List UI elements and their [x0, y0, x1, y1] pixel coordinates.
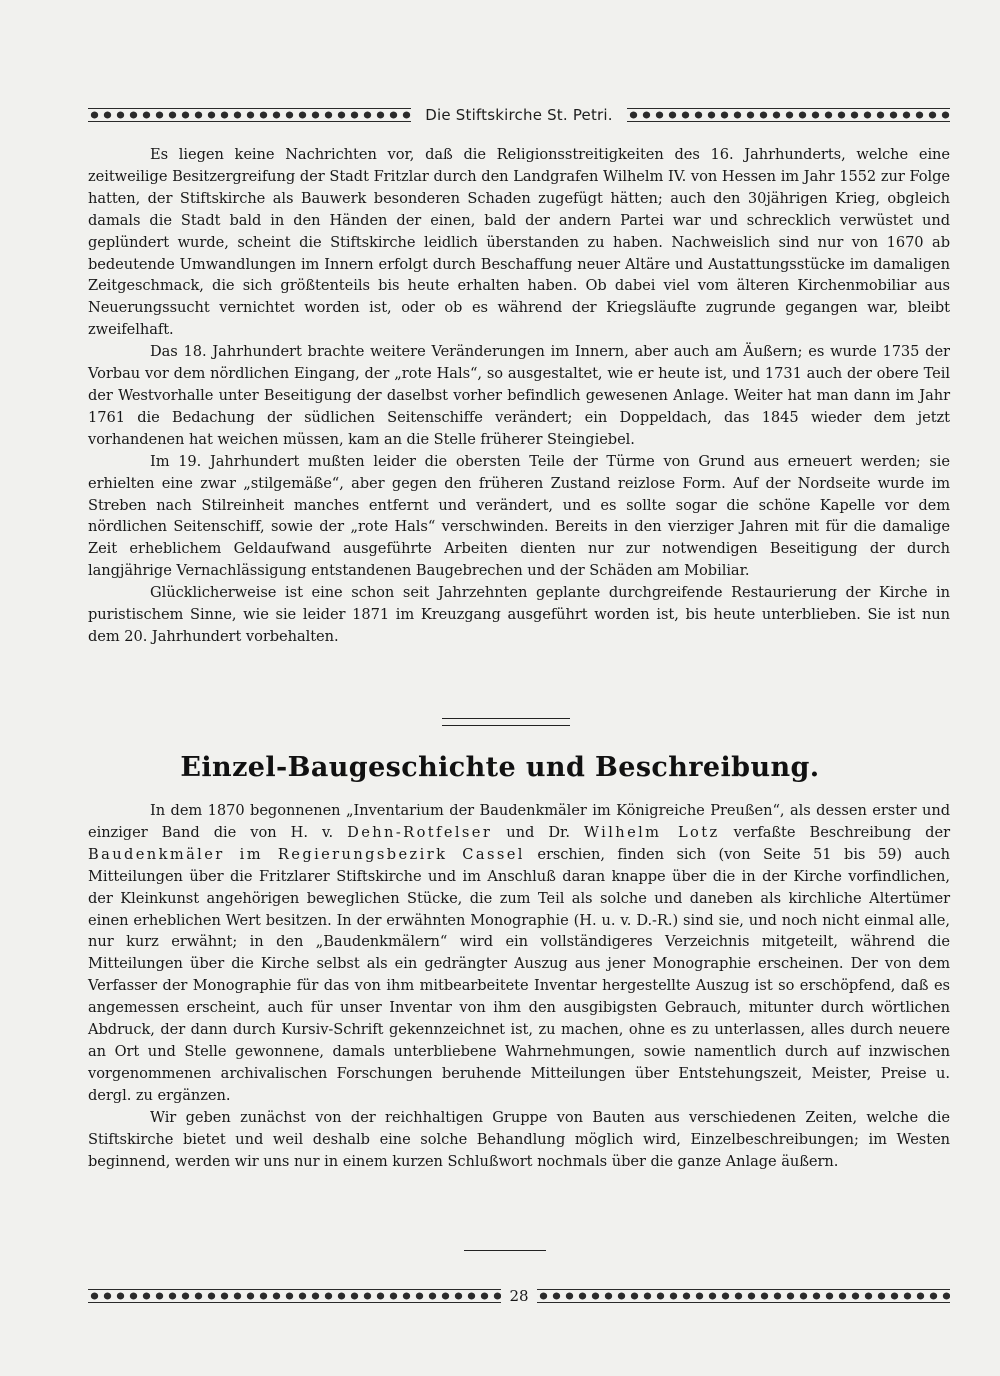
text-run: verfaßte Beschreibung der: [719, 823, 950, 841]
running-head-title: Die Stiftskirche St. Petri.: [425, 106, 613, 124]
ornament-band-left: [88, 1289, 501, 1303]
ornament-band-right: [537, 1289, 950, 1303]
paragraph: Glücklicherweise ist eine schon seit Jahrzehnten geplante durchgreifende Restaurierung der Kirche in puristischem Sinne, wie sie leider 1871 im Kreuzgang ausgeführt worden ist, bis heute unterblieben. Sie ist nun dem 20. Jahrhundert vorbehalten.: [88, 584, 950, 645]
text-run: erschien, finden sich (von Seite 51 bis 59) auch Mitteilungen über die Fritzlarer Stiftskirche und im Anschluß daran knappe über die in der Kirche vorfindlichen, der Kleinkunst angehörigen beweglichen Stücke, die zum Teil als solche und daneben als kirchliche Altertümer einen erheblichen Wert besitzen. In der erwähnten Monographie (H. u. v. D.-R.) sind sie, und noch nicht einmal alle, nur kurz erwähnt; in den „Baudenkmälern“ wird ein vollständigeres Verzeichnis mitgeteilt, während die Mitteilungen über die Kirche selbst als ein gedrängter Auszug aus jener Monographie erscheinen. Der von dem Verfasser der Monographie für das von ihm mitbearbeitete Inventar hergestellte Auszug ist so erschöpfend, daß es angemessen erscheint, auch für unser Inventar von ihm den ausgibigsten Gebrauch, mitunter durch wörtlichen Abdruck, der dann durch Kursiv-Schrift gekennzeichnet ist, zu machen, ohne es zu unterlassen, alles durch neuere an Ort und Stelle gewonnene, damals unterbliebene Wahrnehmungen, sowie namentlich durch auf inzwischen vorgenommenen archivalischen Forschungen beruhende Mitteilungen über Entstehungszeit, Meister, Preise u. dergl. zu ergänzen.: [88, 845, 950, 1104]
paragraph: Das 18. Jahrhundert brachte weitere Veränderungen im Innern, aber auch am Äußern; es wurde 1735 der Vorbau vor dem nördlichen Eingang, der „rote Hals“, so ausgestaltet, wie er heute ist, und 1731 auch der obere Teil der Westvorhalle unter Beseitigung der daselbst vorher befindlich gewesenen Anlage. Weiter hat man dann im Jahr 1761 die Bedachung der südlichen Seitenschiffe verändert; ein Doppeldach, das 1845 wieder dem jetzt vorhandenen hat weichen müssen, kam an die Stelle früherer Steingiebel.: [88, 343, 950, 448]
running-head: [88, 104, 950, 126]
author-name: Wilhelm Lotz: [584, 823, 720, 841]
page-footer: [88, 1286, 950, 1306]
book-title: Baudenkmäler im Regierungsbezirk Cassel: [88, 845, 525, 863]
section-divider: [442, 718, 570, 726]
ornament-band-left: [88, 108, 411, 122]
paragraph: Wir geben zunächst von der reichhaltigen Gruppe von Bauten aus verschiedenen Zeiten, welche die Stiftskirche bietet und weil deshalb eine solche Behandlung möglich wird, Einzelbeschreibungen; im Westen beginnend, werden wir uns nur in einem kurzen Schlußwort nochmals über die ganze Anlage äußern.: [88, 1108, 950, 1170]
paragraph: [88, 800, 950, 1107]
ornament-band-right: [627, 108, 950, 122]
section-heading: Einzel-Baugeschichte und Beschreibung.: [180, 752, 820, 783]
text-run: und Dr.: [492, 823, 584, 841]
text-run: In dem 1870 begonnenen „Inventarium der Baudenkmäler im Königreiche Preußen“, als dessen erster und einziger Band die von H. v.: [88, 802, 950, 841]
author-name: Dehn-Rotfelser: [347, 823, 493, 841]
end-divider: [464, 1250, 546, 1254]
section-history: [88, 144, 950, 648]
paragraph: Im 19. Jahrhundert mußten leider die obersten Teile der Türme von Grund aus erneuert werden; sie erhielten eine zwar „stilgemäße“, aber gegen den früheren Zustand reizlose Form. Auf der Nordseite wurde im Streben nach Stilreinheit manches entfernt und verändert, und es sollte sogar die schöne Kapelle vor dem nördlichen Seitenschiff, sowie der „rote Hals“ verschwinden. Bereits in den vierziger Jahren mit für die damalige Zeit erheblichem Geldaufwand ausgeführte Arbeiten dienten nur zur notwendigen Beseitigung der durch langjährige Vernachlässigung entstandenen Baugebrechen und der Schäden am Mobiliar.: [88, 452, 950, 580]
page-number: 28: [509, 1287, 529, 1305]
section-description: [88, 800, 950, 1172]
paragraph: Es liegen keine Nachrichten vor, daß die Religionsstreitigkeiten des 16. Jahrhunderts, welche eine zeitweilige Besitzergreifung der Stadt Fritzlar durch den Landgrafen Wilhelm IV. von Hessen im Jahr 1552 zur Folge hatten, der Stiftskirche als Bauwerk besonderen Schaden zugefügt hätten; auch den 30jährigen Krieg, obgleich damals die Stadt bald in den Händen der einen, bald der andern Partei war und schrecklich verwüstet und geplündert wurde, scheint die Stiftskirche leidlich überstanden zu haben. Nachweislich sind nur von 1670 ab bedeutende Umwandlungen im Innern erfolgt durch Beschaffung neuer Altäre und Austattungsstücke im damaligen Zeitgeschmack, die sich größtenteils bis heute erhalten haben. Ob dabei viel vom älteren Kirchenmobiliar aus Neuerungssucht vernichtet worden ist, oder ob es während der Kriegsläufte zugrunde gegangen war, bleibt zweifelhaft.: [88, 146, 950, 339]
